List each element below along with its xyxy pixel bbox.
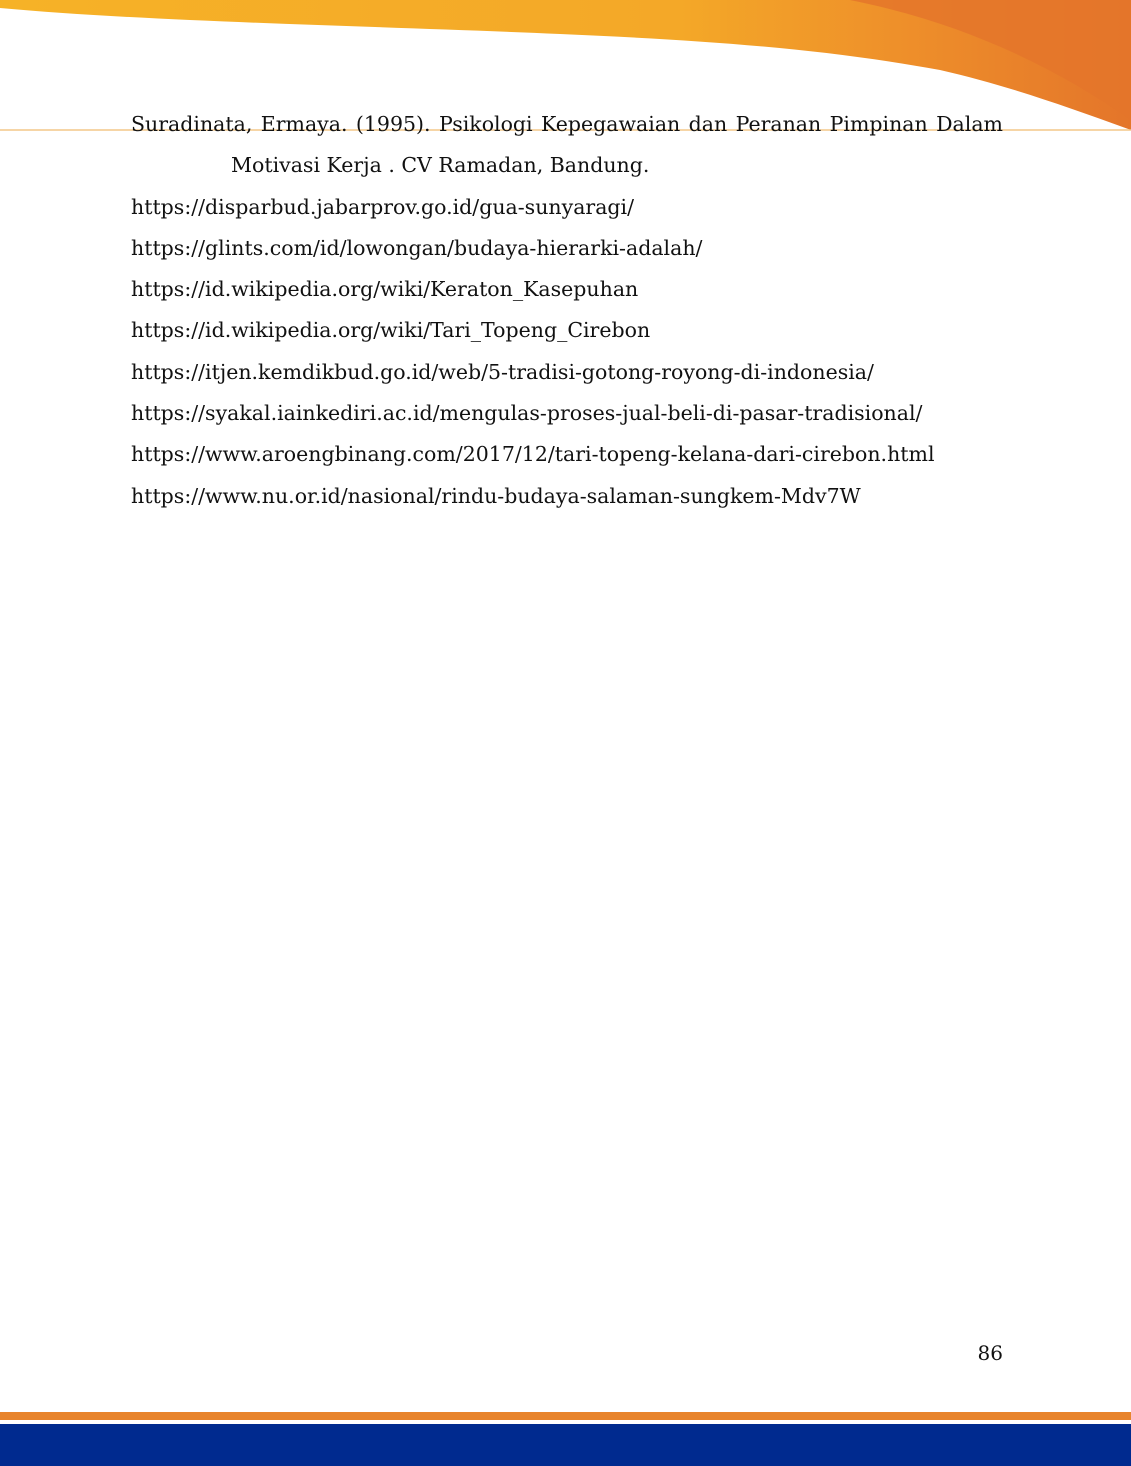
reference-url[interactable]: https://id.wikipedia.org/wiki/Keraton_Kasepuhan — [131, 277, 639, 302]
reference-url[interactable]: https://disparbud.jabarprov.go.id/gua-sunyaragi/ — [131, 194, 635, 219]
reference-entry: Suradinata, Ermaya. (1995). Psikologi Kepegawaian dan Peranan Pimpinan Dalam Motivasi Kerja . CV Ramadan, Bandung. — [131, 112, 1003, 178]
reference-url[interactable]: https://www.nu.or.id/nasional/rindu-budaya-salaman-sungkem-Mdv7W — [131, 483, 861, 508]
footer-blue-band — [0, 1424, 1131, 1466]
page-number: 86 — [977, 1341, 1003, 1365]
reference-url[interactable]: https://itjen.kemdikbud.go.id/web/5-tradisi-gotong-royong-di-indonesia/ — [131, 359, 874, 384]
reference-url[interactable]: https://id.wikipedia.org/wiki/Tari_Topeng_Cirebon — [131, 318, 651, 343]
reference-url[interactable]: https://glints.com/id/lowongan/budaya-hierarki-adalah/ — [131, 235, 703, 260]
reference-list — [131, 104, 1003, 517]
footer-orange-stripe — [0, 1412, 1131, 1420]
reference-url[interactable]: https://syakal.iainkediri.ac.id/mengulas-proses-jual-beli-di-pasar-tradisional/ — [131, 401, 923, 426]
reference-url[interactable]: https://www.aroengbinang.com/2017/12/tari-topeng-kelana-dari-cirebon.html — [131, 442, 935, 467]
